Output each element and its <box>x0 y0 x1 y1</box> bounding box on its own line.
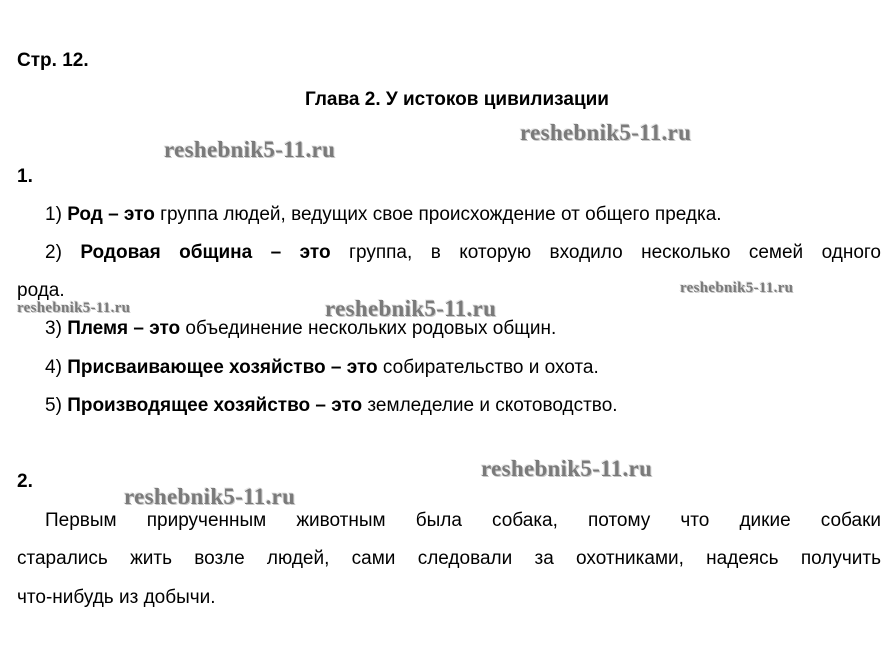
answer-line-1: Первым прирученным животным была собака, потому что дикие собаки <box>45 510 881 531</box>
definition-2 <box>45 242 881 264</box>
definition-5 <box>45 395 618 417</box>
watermark: reshebnik5-11.ru <box>520 120 692 145</box>
definition-2-continuation: рода. <box>17 280 65 301</box>
definition-1 <box>45 204 722 226</box>
watermark: reshebnik5-11.ru <box>124 484 296 509</box>
item-number: 3) <box>45 318 68 339</box>
question-1-number: 1. <box>17 166 33 187</box>
page-number: Стр. 12. <box>17 50 89 71</box>
definition-term: Родовая община – это <box>80 242 331 263</box>
item-number: 4) <box>45 357 68 378</box>
watermark: reshebnik5-11.ru <box>164 137 336 162</box>
definition-term: Присваивающее хозяйство – это <box>67 357 378 378</box>
definition-text: земледелие и скотоводство. <box>362 395 618 416</box>
chapter-title: Глава 2. У истоков цивилизации <box>305 89 609 110</box>
item-number: 2) <box>45 242 81 263</box>
question-2-number: 2. <box>17 471 33 492</box>
definition-text: собирательство и охота. <box>377 357 599 378</box>
answer-line-2: старались жить возле людей, сами следовали за охотниками, надеясь получить <box>17 548 881 569</box>
definition-text: группа, в которую входило несколько семей одного <box>330 242 881 263</box>
watermark: reshebnik5-11.ru <box>481 456 653 481</box>
item-number: 1) <box>45 204 68 225</box>
watermark: reshebnik5-11.ru <box>325 296 497 321</box>
definition-4 <box>45 357 599 379</box>
definition-term: Род – это <box>67 204 155 225</box>
definition-text: группа людей, ведущих свое происхождение от общего предка. <box>154 204 722 225</box>
watermark: reshebnik5-11.ru <box>680 280 794 296</box>
definition-term: Племя – это <box>67 318 181 339</box>
definition-term: Производящее хозяйство – это <box>67 395 363 416</box>
answer-line-3: что-нибудь из добычи. <box>17 587 216 608</box>
item-number: 5) <box>45 395 68 416</box>
watermark: reshebnik5-11.ru <box>17 300 131 316</box>
definition-text: объединение нескольких родовых общин. <box>180 318 557 339</box>
